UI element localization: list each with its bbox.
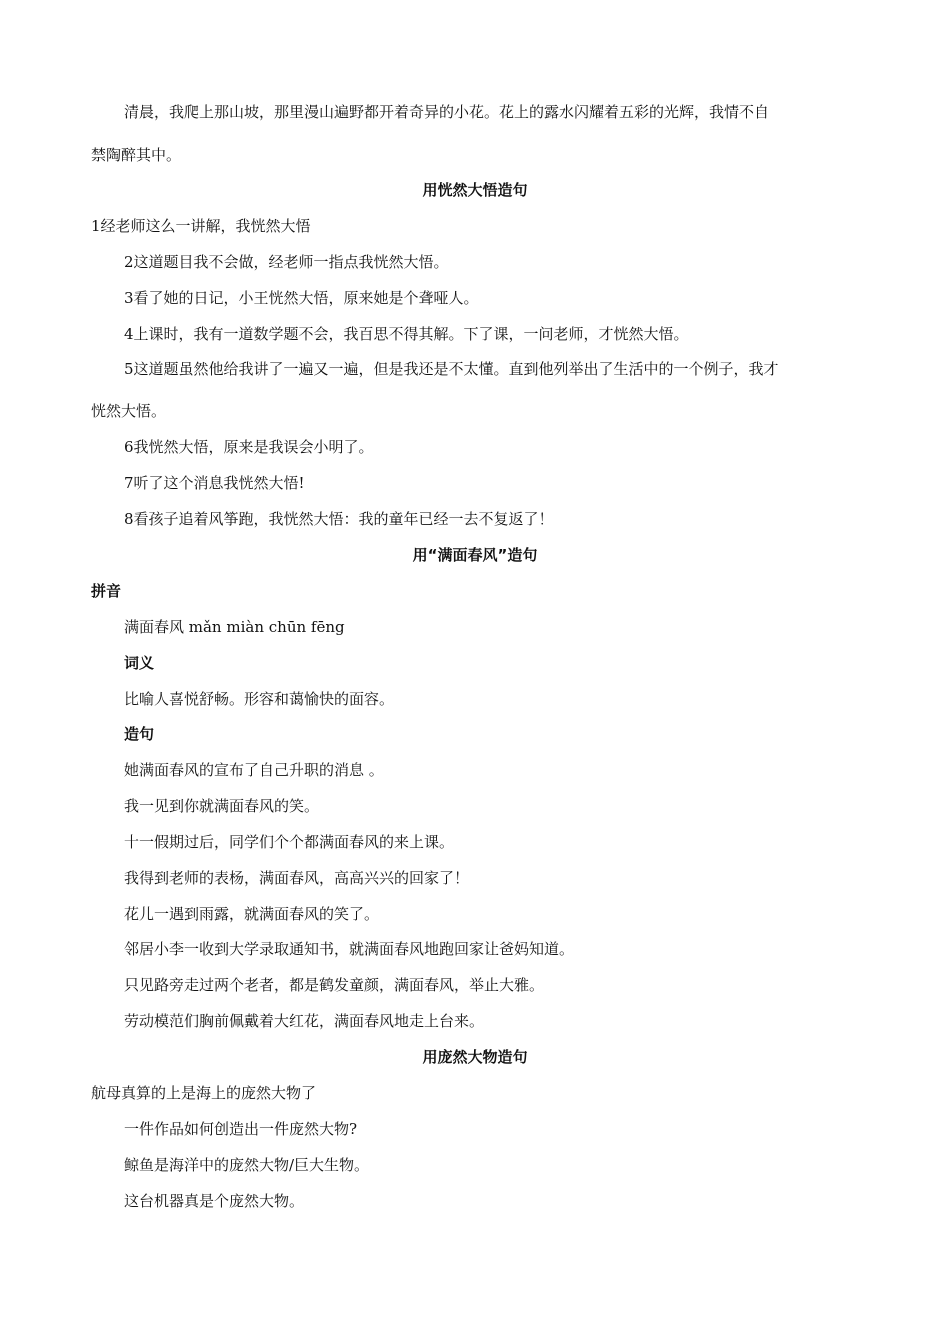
sentence-item: 2这道题目我不会做，经老师一指点我恍然大悟。 [124, 253, 449, 271]
intro-paragraph-line-2: 禁陶醉其中。 [91, 146, 182, 164]
sentence-item: 花儿一遇到雨露，就满面春风的笑了。 [124, 905, 380, 923]
sentence-item: 1经老师这么一讲解，我恍然大悟 [91, 217, 311, 235]
pinyin-label: 拼音 [91, 582, 122, 600]
sentence-item: 劳动模范们胸前佩戴着大红花，满面春风地走上台来。 [124, 1012, 485, 1030]
sentence-item: 6我恍然大悟，原来是我误会小明了。 [124, 438, 374, 456]
pinyin-text: 满面春风 mǎn miàn chūn fēng [124, 618, 345, 636]
sentence-item: 我一见到你就满面春风的笑。 [124, 797, 320, 815]
intro-paragraph-line-1: 清晨，我爬上那山坡，那里漫山遍野都开着奇异的小花。花上的露水闪耀着五彩的光辉，我情不自 [124, 103, 770, 121]
section-heading-huangran: 用恍然大悟造句 [422, 181, 528, 199]
meaning-text: 比喻人喜悦舒畅。形容和蔼愉快的面容。 [124, 690, 395, 708]
sentence-item: 3看了她的日记，小王恍然大悟，原来她是个聋哑人。 [124, 289, 479, 307]
sentence-item: 十一假期过后，同学们个个都满面春风的来上课。 [124, 833, 455, 851]
meaning-label: 词义 [124, 654, 155, 672]
sentence-item: 这台机器真是个庞然大物。 [124, 1192, 305, 1210]
section-heading-manmian: 用“满面春风”造句 [412, 546, 538, 564]
sentence-item: 一件作品如何创造出一件庞然大物? [124, 1120, 358, 1138]
sentences-label: 造句 [124, 725, 155, 743]
sentence-item-continued: 恍然大悟。 [91, 402, 167, 420]
sentence-item: 8看孩子追着风筝跑，我恍然大悟：我的童年已经一去不复返了！ [124, 510, 554, 528]
sentence-item: 只见路旁走过两个老者，都是鹤发童颜，满面春风，举止大雅。 [124, 976, 545, 994]
sentence-item: 5这道题虽然他给我讲了一遍又一遍，但是我还是不太懂。直到他列举出了生活中的一个例子，我才 [124, 360, 779, 378]
sentence-item: 我得到老师的表杨，满面春风，高高兴兴的回家了！ [124, 869, 470, 887]
sentence-item: 7听了这个消息我恍然大悟! [124, 474, 305, 492]
section-heading-pangran: 用庞然大物造句 [422, 1048, 528, 1066]
sentence-item: 邻居小李一收到大学录取通知书，就满面春风地跑回家让爸妈知道。 [124, 940, 575, 958]
sentence-item: 4上课时，我有一道数学题不会，我百思不得其解。下了课，一问老师，才恍然大悟。 [124, 325, 689, 343]
sentence-item: 航母真算的上是海上的庞然大物了 [91, 1084, 317, 1102]
sentence-item: 鲸鱼是海洋中的庞然大物/巨大生物。 [124, 1156, 370, 1174]
sentence-item: 她满面春风的宣布了自己升职的消息 。 [124, 761, 384, 779]
